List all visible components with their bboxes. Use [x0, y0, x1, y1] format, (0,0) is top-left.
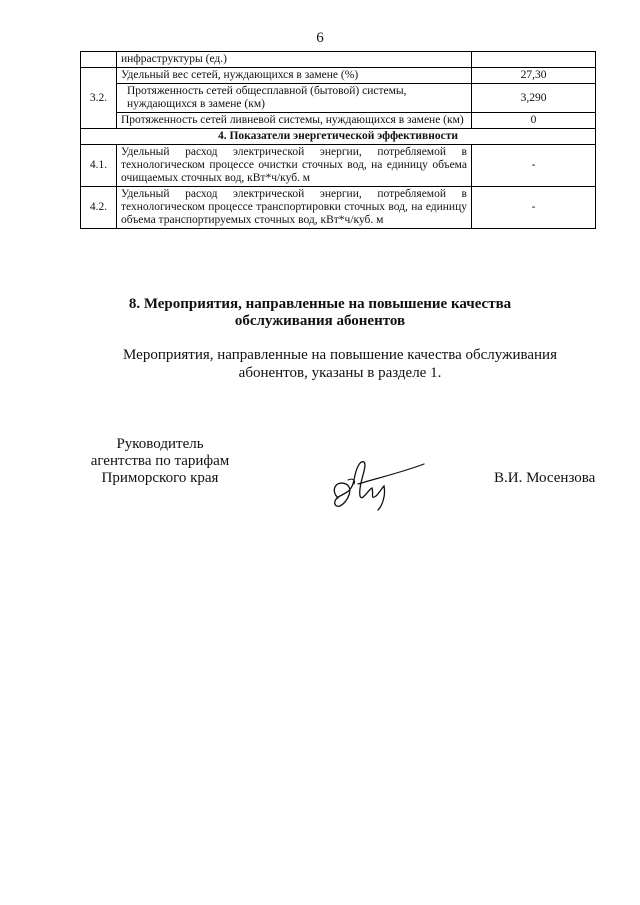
table-row [81, 68, 596, 84]
indicator-label: Протяженность сетей общесплавной (бытовой) системы, нуждающихся в замене (км) [117, 84, 472, 113]
table-row [81, 84, 596, 113]
signatory-title [60, 436, 260, 487]
indicator-value: - [472, 187, 596, 229]
heading-line: 8. Мероприятия, направленные на повышение качества [128, 296, 512, 312]
indicator-value: 27,30 [472, 68, 596, 84]
indicator-value: 0 [472, 113, 596, 129]
indicator-value [472, 52, 596, 68]
row-number: 3.2. [81, 68, 117, 129]
indicator-value: - [472, 145, 596, 187]
table-row [81, 52, 596, 68]
section-8-text [40, 346, 640, 382]
signatory-title-line: Приморского края [101, 470, 219, 486]
signatory-name: В.И. Мосензова [494, 470, 596, 486]
table-section-row [81, 129, 596, 145]
table-row [81, 145, 596, 187]
signatory-title-line: Руководитель [116, 436, 204, 452]
section-title: 4. Показатели энергетической эффективности [81, 129, 596, 145]
row-number: 4.1. [81, 145, 117, 187]
table-row [81, 113, 596, 129]
page-number: 6 [316, 30, 324, 46]
section-8-heading [0, 296, 640, 330]
row-number-cell [81, 52, 117, 68]
table-row [81, 187, 596, 229]
text-line: абонентов, указаны в разделе 1. [238, 365, 442, 381]
text-line: Мероприятия, направленные на повышение качества обслуживания [123, 347, 557, 363]
row-number: 4.2. [81, 187, 117, 229]
indicators-table [80, 51, 596, 229]
indicator-value: 3,290 [472, 84, 596, 113]
indicator-label: Удельный расход электрической энергии, потребляемой в технологическом процессе транспортировки сточных вод, на единицу объема транспортируемых сточных вод, кВт*ч/куб. м [117, 187, 472, 229]
indicator-label: Удельный расход электрической энергии, потребляемой в технологическом процессе очистки сточных вод, на единицу объема очищаемых сточных вод, кВт*ч/куб. м [117, 145, 472, 187]
indicator-label: инфраструктуры (ед.) [117, 52, 472, 68]
indicator-label: Удельный вес сетей, нуждающихся в замене (%) [117, 68, 472, 84]
handwritten-signature [318, 450, 428, 512]
heading-line: обслуживания абонентов [234, 313, 406, 329]
indicator-label: Протяженность сетей ливневой системы, нуждающихся в замене (км) [117, 113, 472, 129]
signatory-title-line: агентства по тарифам [90, 453, 230, 469]
